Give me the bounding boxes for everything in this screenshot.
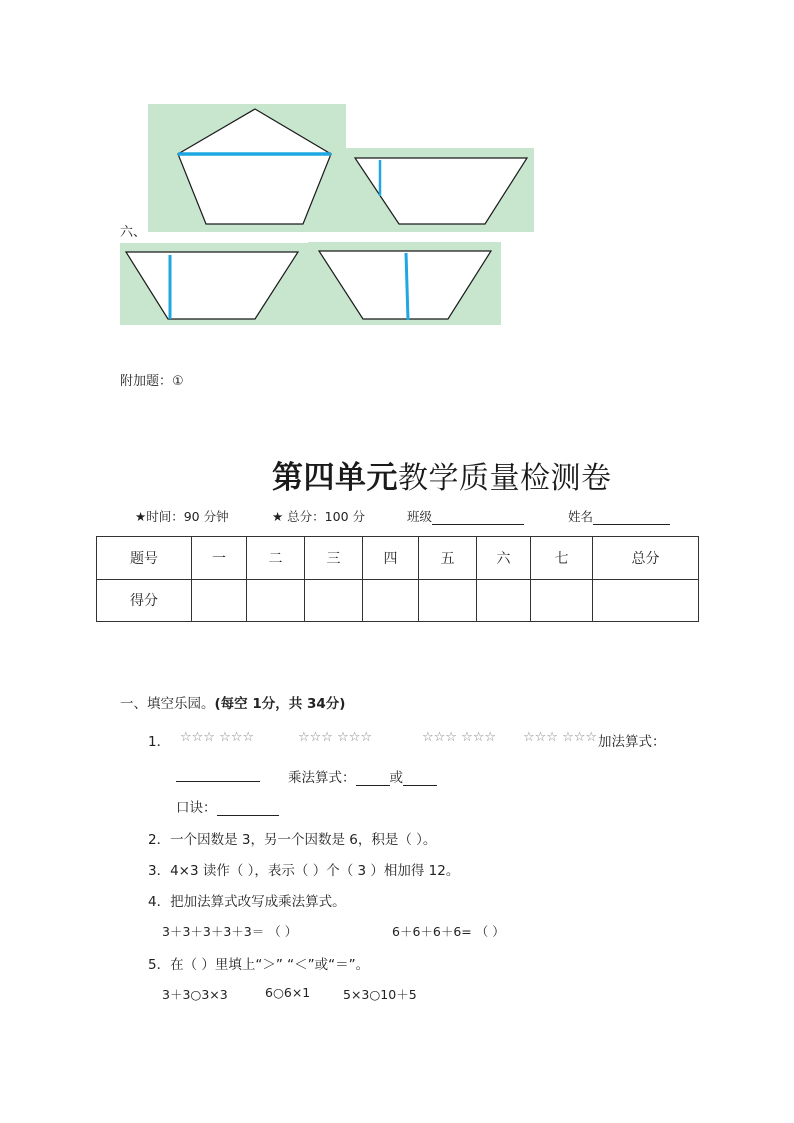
addition-label: 加法算式： [598, 734, 666, 750]
section-1-rule: (每空 1分，共 34分) [214, 696, 346, 712]
question-5: 5．在（ ）里填上“＞” “＜”或“＝”。 [148, 957, 370, 973]
name-field [568, 507, 670, 525]
name-label: 姓名 [568, 509, 594, 524]
trapezoid-figure-2 [120, 243, 310, 325]
header-cell: 四 [363, 537, 419, 580]
score-cell[interactable] [477, 579, 531, 622]
section-1-heading [120, 692, 345, 712]
or-label: 或 [389, 770, 403, 786]
score-cell[interactable] [419, 579, 477, 622]
score-cell[interactable] [593, 579, 699, 622]
question-3: 3．4×3 读作（ ），表示（ ）个（ 3 ）相加得 12。 [148, 863, 460, 879]
class-label: 班级 [407, 509, 433, 524]
header-cell: 七 [531, 537, 593, 580]
figure-trapezoid-3-box [308, 242, 501, 325]
score-cell[interactable] [247, 579, 305, 622]
question-5b: 6○6×1 [265, 985, 311, 1000]
trapezoid-figure-3 [308, 242, 501, 325]
header-cell: 六 [477, 537, 531, 580]
trapezoid-cut-line-3 [406, 253, 408, 320]
extra-question-marker: ① [172, 374, 184, 389]
page-title [272, 452, 632, 497]
section-6-label: 六、 [120, 225, 147, 240]
extra-question-label: 附加题： [120, 374, 173, 389]
question-5a: 3＋3○3×3 [162, 987, 228, 1002]
question-4a: 3＋3＋3＋3＋3＝ （ ） [162, 924, 298, 939]
title-rest-part: 教学质量检测卷 [398, 461, 612, 496]
figure-trapezoid-1-box [345, 148, 534, 232]
trapezoid-shape-2 [126, 252, 298, 319]
addition-answer-line[interactable] [176, 766, 260, 782]
rhyme-label: 口诀： [176, 800, 217, 816]
title-bold-part: 第四单元 [272, 460, 398, 496]
header-cell: 题号 [97, 537, 192, 580]
score-table-header-row [97, 537, 699, 580]
score-table [96, 536, 699, 622]
pentagon-figure [148, 104, 346, 232]
rhyme-line [176, 796, 279, 816]
multiplication-blank-2[interactable] [403, 785, 437, 786]
score-cell[interactable] [305, 579, 363, 622]
multiplication-blank-1[interactable] [356, 785, 390, 786]
question-1-number: 1． [148, 734, 171, 750]
figure-trapezoid-2-box [120, 243, 310, 325]
question-4: 4．把加法算式改写成乘法算式。 [148, 894, 346, 910]
score-cell[interactable] [192, 579, 247, 622]
header-cell: 总分 [593, 537, 699, 580]
question-4b: 6＋6＋6＋6= （ ） [392, 924, 505, 939]
star-group-4: ☆☆☆ ☆☆☆ [523, 730, 598, 745]
score-table-score-row [97, 579, 699, 622]
section-1-title: 一、填空乐园。 [120, 696, 215, 712]
addition-answer-blank[interactable] [176, 781, 260, 782]
rhyme-blank[interactable] [217, 815, 279, 816]
pentagon-shape [178, 109, 331, 224]
exam-time: ★时间：90 分钟 [135, 509, 229, 524]
score-cell[interactable] [363, 579, 419, 622]
score-cell[interactable] [531, 579, 593, 622]
star-group-3: ☆☆☆ ☆☆☆ [422, 730, 497, 745]
class-field [407, 507, 524, 525]
star-group-2: ☆☆☆ ☆☆☆ [298, 730, 373, 745]
figure-pentagon-box [148, 104, 346, 232]
header-cell: 五 [419, 537, 477, 580]
header-cell: 一 [192, 537, 247, 580]
question-2: 2．一个因数是 3，另一个因数是 6，积是（ ）。 [148, 832, 437, 848]
multiplication-line [288, 766, 437, 786]
trapezoid-figure-1 [345, 148, 534, 232]
question-5c: 5×3○10＋5 [343, 987, 417, 1002]
header-cell: 三 [305, 537, 363, 580]
name-blank[interactable] [593, 524, 670, 525]
class-blank[interactable] [432, 524, 524, 525]
score-row-label: 得分 [97, 579, 192, 622]
multiplication-label: 乘法算式： [288, 770, 356, 786]
header-cell: 二 [247, 537, 305, 580]
extra-question [120, 370, 184, 389]
star-group-1: ☆☆☆ ☆☆☆ [180, 730, 255, 745]
exam-total-score: ★ 总分：100 分 [272, 509, 366, 524]
